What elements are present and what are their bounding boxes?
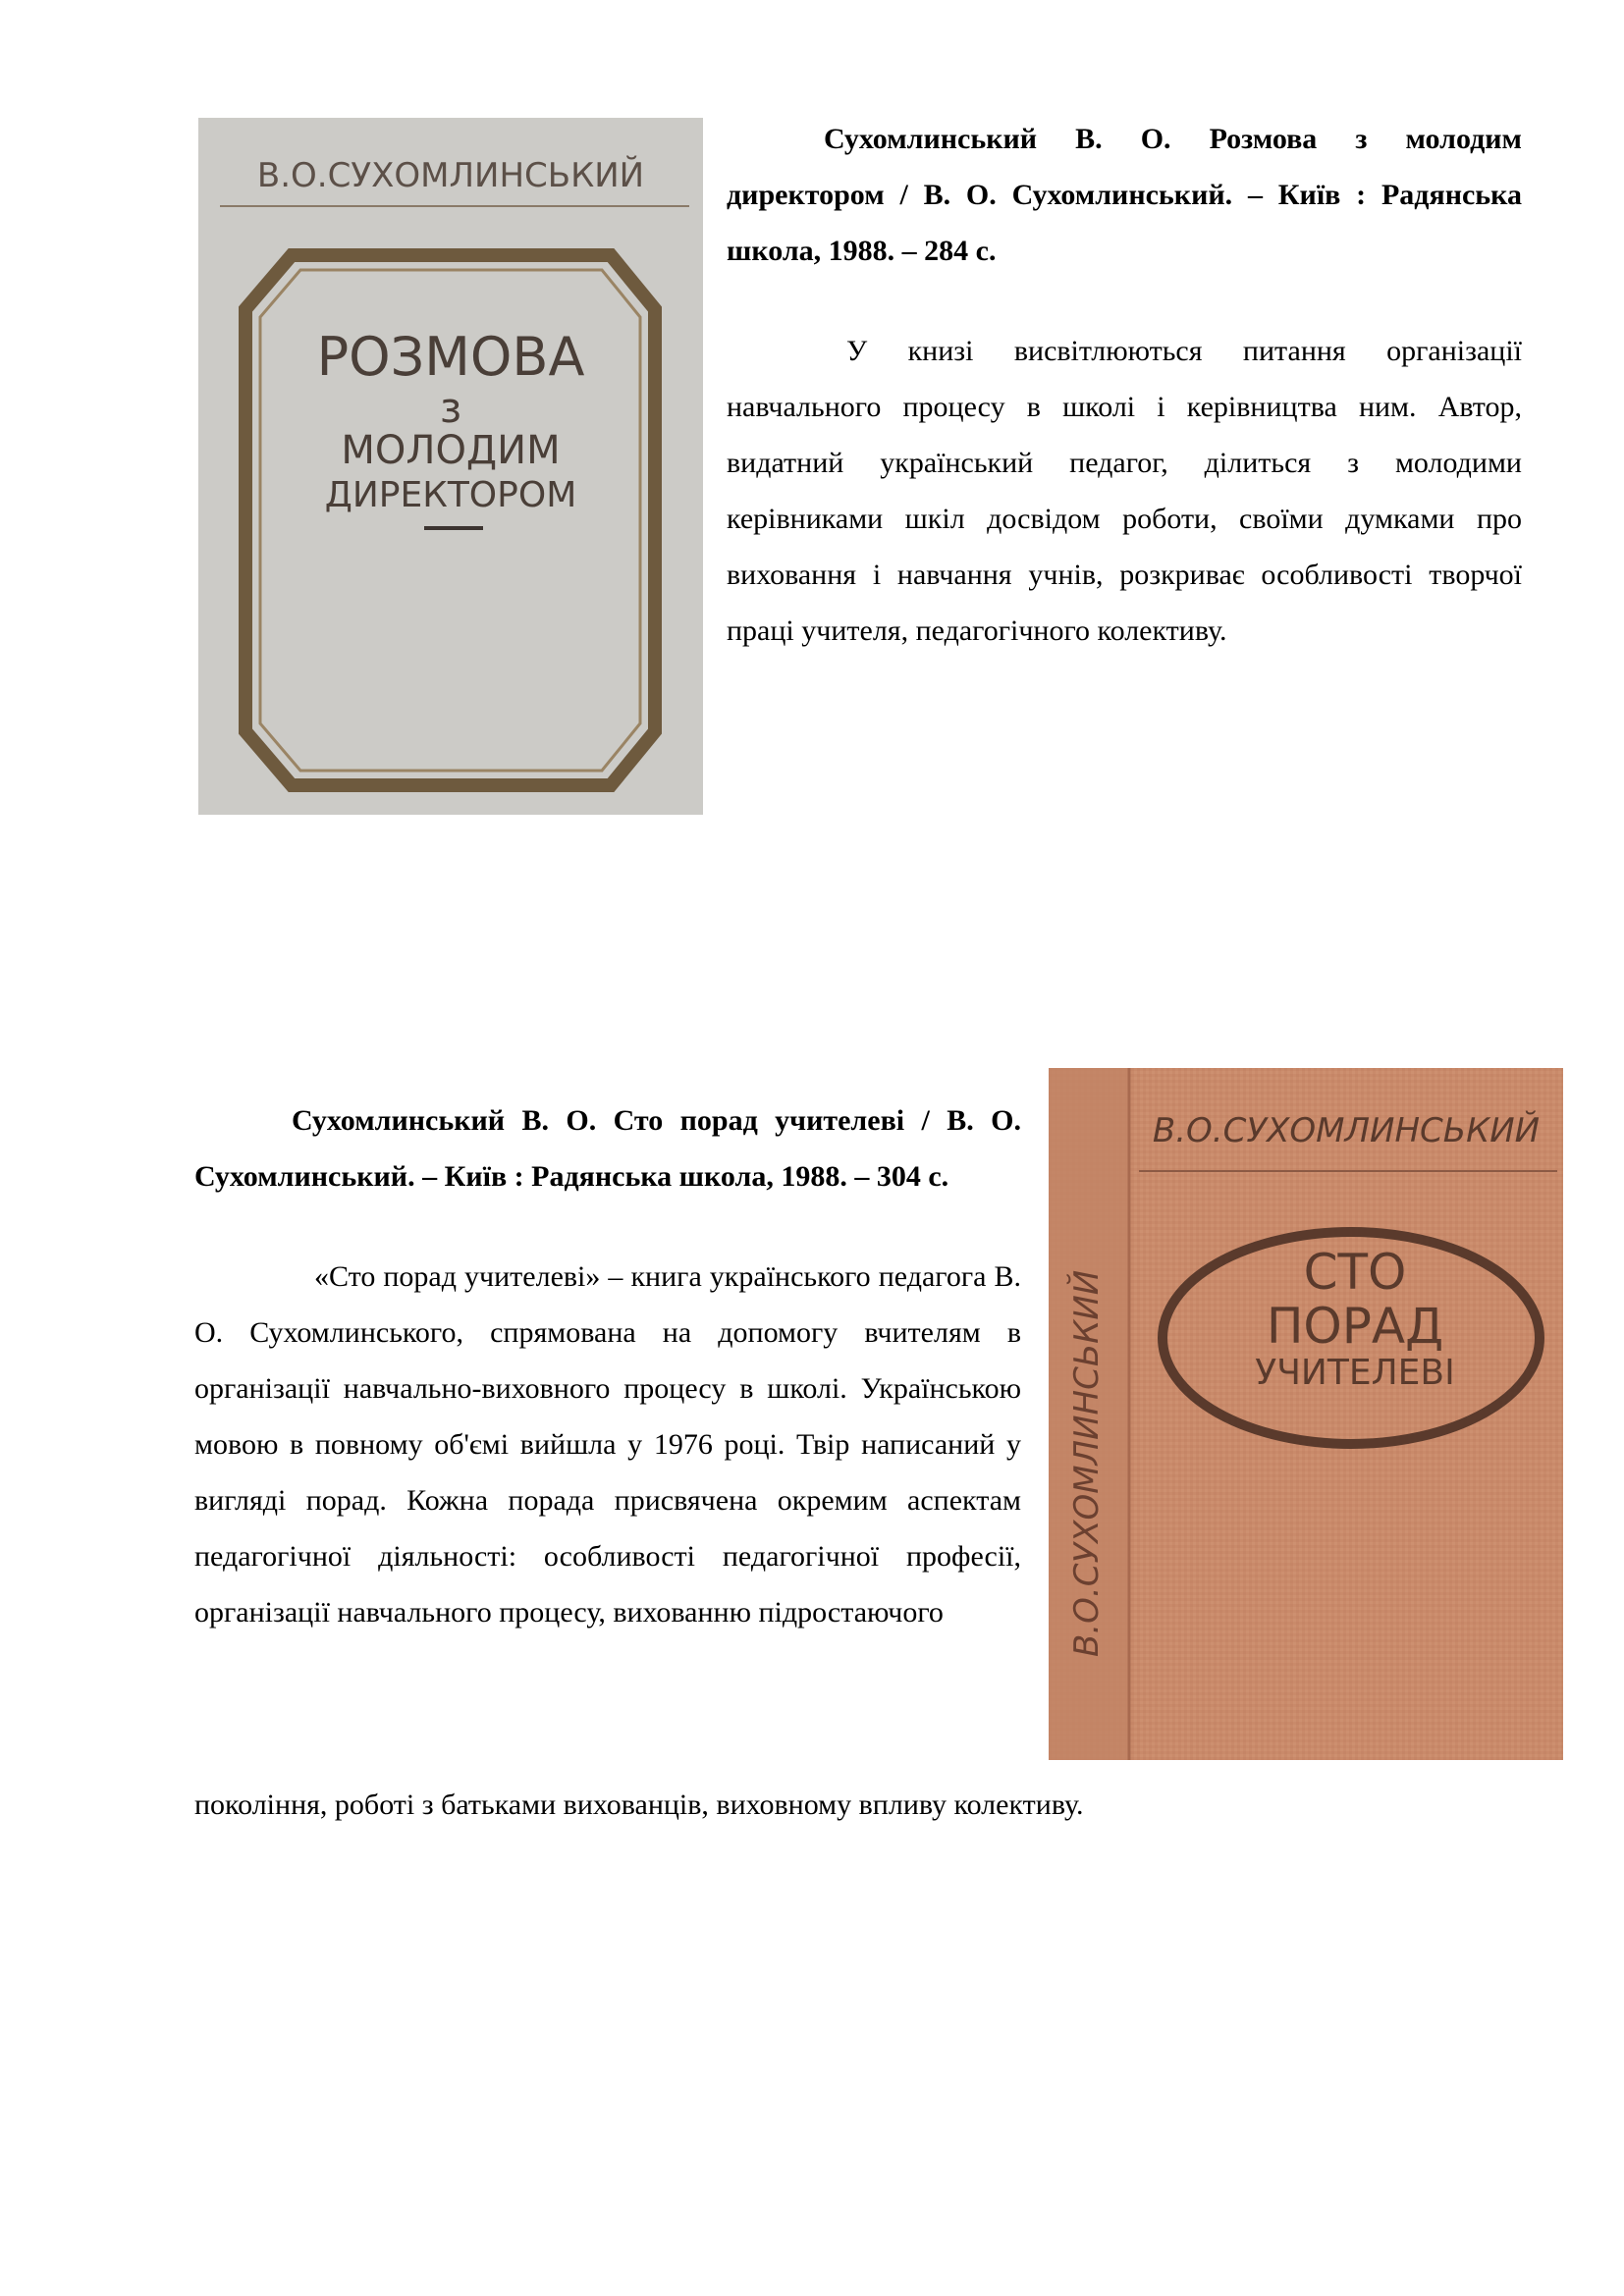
cover-title-line-2: з xyxy=(439,384,462,432)
entry-1-annotation: У книзі висвітлюються питання організації навчального процесу в школі і керівництва ним. Автор, видатний український педагог, ділиться з молодими керівниками шкіл досвідом роботи, своїми думками про виховання і навчання учнів, розкриває особливості творчої праці учителя, педагогічного колективу. xyxy=(727,335,1522,647)
entry-1 xyxy=(727,111,1522,659)
cover-title-line-2: ПОРАД xyxy=(1266,1298,1444,1355)
entry-2 xyxy=(194,1093,1021,1640)
cover-author: В.О.СУХОМЛИНСЬКИЙ xyxy=(1152,1111,1541,1150)
cover-title-line-4: ДИРЕКТОРОМ xyxy=(324,475,577,515)
entry-1-citation: Сухомлинський В. О. Розмова з молодим директором / В. О. Сухомлинський. – Київ : Радянська школа, 1988. – 284 с. xyxy=(727,123,1522,267)
entry-2-citation: Сухомлинський В. О. Сто порад учителеві / В. О. Сухомлинський. – Київ : Радянська школа, 1988. – 304 с. xyxy=(194,1104,1021,1193)
cover-title-line-3: МОЛОДИМ xyxy=(341,428,561,473)
cover-author: В.О.СУХОМЛИНСЬКИЙ xyxy=(256,156,645,195)
book-cover-rozmova-image xyxy=(198,118,703,815)
book-cover-sto-porad xyxy=(1049,1068,1563,1760)
cover-title-line-1: РОЗМОВА xyxy=(316,326,585,388)
book-cover-sto-porad-image xyxy=(1049,1068,1563,1760)
cover-title-line-3: УЧИТЕЛЕВІ xyxy=(1255,1353,1455,1393)
cover-title-line-1: СТО xyxy=(1303,1244,1407,1301)
entry-2-annotation-tail: покоління, роботі з батьками вихованців, виховному впливу колективу. xyxy=(194,1789,1084,1821)
entry-2-annotation: «Сто порад учителеві» – книга українського педагога В. О. Сухомлинського, спрямована на допомогу вчителям в організації навчально-виховного процесу в школі. Українською мовою в повному об'ємі вийшла у 1976 році. Твір написаний у вигляді порад. Кожна порада присвячена окремим аспектам педагогічної діяльності: особливості педагогічної професії, організації навчального процесу, вихованню підростаючого xyxy=(194,1260,1021,1629)
cover-spine-author: В.О.СУХОМЛИНСЬКИЙ xyxy=(1067,1269,1107,1657)
book-cover-rozmova xyxy=(198,118,703,815)
